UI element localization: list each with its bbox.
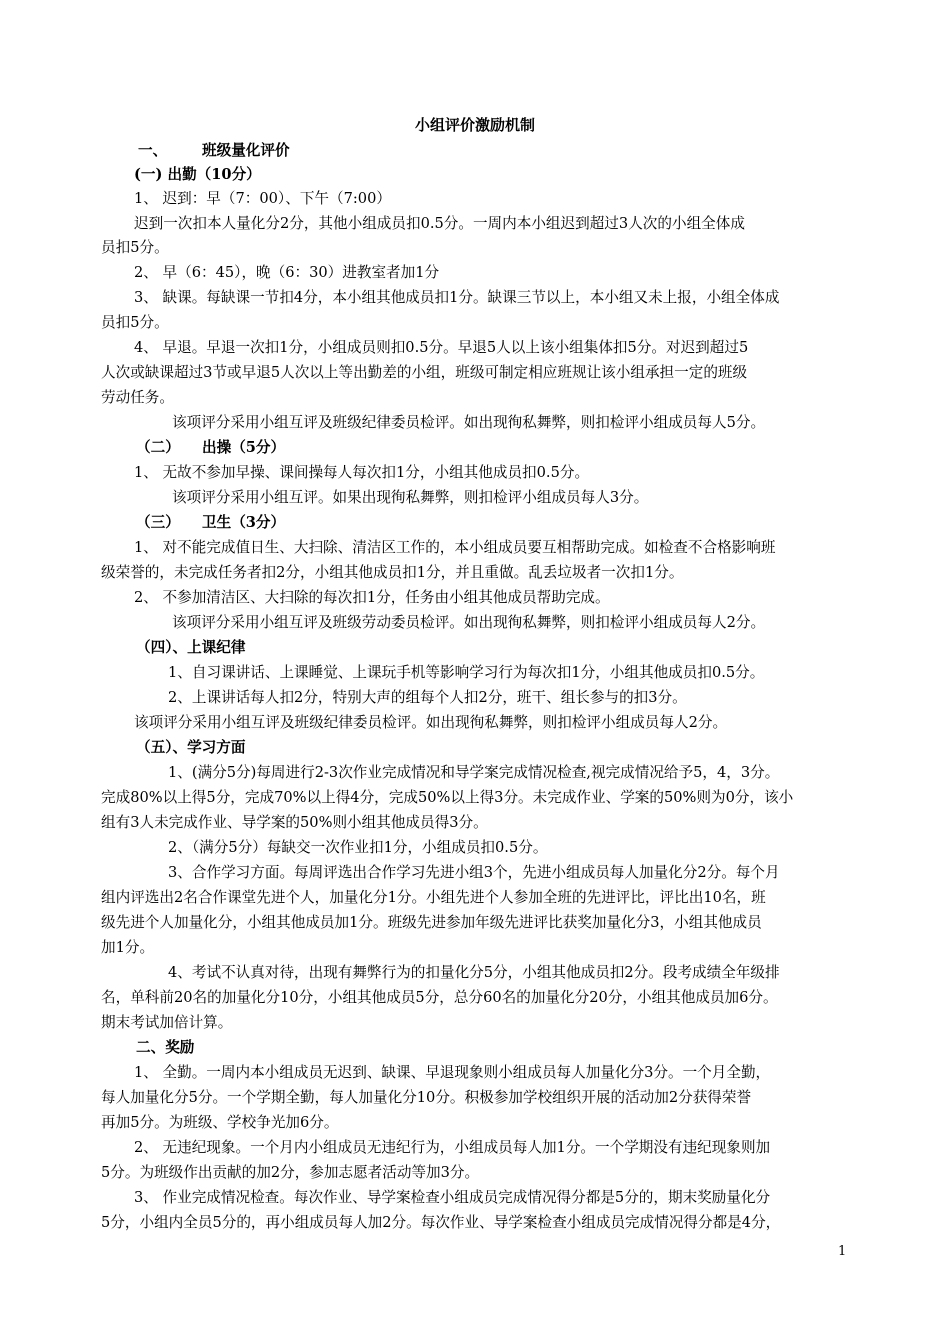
text: 4、考试不认真对待，出现有舞弊行为的扣量化分5分，小组其他成员扣2分。段考成绩全年级排 [168, 964, 780, 981]
page-number: 1 [838, 1244, 847, 1259]
text: 名，单科前20名的加量化分10分，小组其他成员5分，总分60名的加量化分20分，小组其他成员加6分。 [101, 989, 778, 1006]
text: 3、 作业完成情况检查。每次作业、导学案检查小组成员完成情况得分都是5分的，期末奖励量化分 [134, 1189, 771, 1206]
text: 迟到一次扣本人量化分2分，其他小组成员扣0.5分。一周内本小组迟到超过3人次的小组全体成 [134, 215, 745, 232]
text: 期末考试加倍计算。 [101, 1014, 233, 1031]
text: 级荣誉的，未完成任务者扣2分，小组其他成员扣1分，并且重做。乱丢垃圾者一次扣1分。 [101, 564, 684, 581]
subsection-number: （二） [136, 439, 180, 456]
text: 3、合作学习方面。每周评选出合作学习先进小组3个，先进小组成员每人加量化分2分。每个月 [168, 864, 780, 881]
text: 加1分。 [101, 939, 155, 956]
section-title: 二、奖励 [136, 1039, 195, 1056]
subsection-title: （四）、上课纪律 [136, 639, 246, 656]
text: 2、 无违纪现象。一个月内小组成员无违纪行为，小组成员每人加1分。一个学期没有违纪现象则加 [134, 1139, 771, 1156]
section-label: 班级量化评价 [202, 142, 290, 159]
subsection-title: 出操（5分） [202, 439, 286, 456]
text: 该项评分采用小组互评。如果出现徇私舞弊，则扣检评小组成员每人3分。 [172, 489, 649, 506]
subsection-title: （五）、学习方面 [136, 739, 246, 756]
text: 完成80%以上得5分，完成70%以上得4分，完成50%以上得3分。未完成作业、学案的50%则为0分，该小 [101, 789, 794, 806]
subsection-title: 卫生（3分） [202, 514, 286, 531]
text: 2、（满分5分）每缺交一次作业扣1分，小组成员扣0.5分。 [168, 839, 548, 856]
text: 员扣5分。 [101, 314, 169, 331]
text: 3、 缺课。每缺课一节扣4分，本小组其他成员扣1分。缺课三节以上，本小组又未上报，小组全体成 [134, 289, 780, 306]
text: 2、上课讲话每人扣2分，特别大声的组每个人扣2分，班干、组长参与的扣3分。 [168, 689, 687, 706]
text: 2、 不参加清洁区、大扫除的每次扣1分，任务由小组其他成员帮助完成。 [134, 589, 610, 606]
text: 5分，小组内全员5分的，再小组成员每人加2分。每次作业、导学案检查小组成员完成情况得分都是4分， [101, 1214, 781, 1231]
subsection-title: (一) 出勤（10分） [134, 166, 261, 183]
text: 再加5分。为班级、学校争光加6分。 [101, 1114, 339, 1131]
text: 级先进个人加量化分，小组其他成员加1分。班级先进参加年级先进评比获奖加量化分3，小组其他成员 [101, 914, 762, 931]
text: 人次或缺课超过3节或早退5人次以上等出勤差的小组，班级可制定相应班规让该小组承担一定的班级 [101, 364, 748, 381]
text: 2、 早（6：45），晚（6：30）进教室者加1分 [134, 264, 440, 281]
text: 该项评分采用小组互评及班级劳动委员检评。如出现徇私舞弊，则扣检评小组成员每人2分。 [172, 614, 766, 631]
text: 组内评选出2名合作课堂先进个人，加量化分1分。小组先进个人参加全班的先进评比，评比出10名，班 [101, 889, 766, 906]
text: 该项评分采用小组互评及班级纪律委员检评。如出现徇私舞弊，则扣检评小组成员每人2分。 [134, 714, 728, 731]
text: 1、(满分5分)每周进行2-3次作业完成情况和导学案完成情况检查,视完成情况给予5，4，3分。 [168, 764, 780, 781]
text: 每人加量化分5分。一个学期全勤，每人加量化分10分。积极参加学校组织开展的活动加2分获得荣誉 [101, 1089, 752, 1106]
text: 4、 早退。早退一次扣1分，小组成员则扣0.5分。早退5人以上该小组集体扣5分。对迟到超过5 [134, 339, 749, 356]
document-title: 小组评价激励机制 [414, 116, 535, 134]
text: 1、 迟到：早（7：00）、下午（7:00） [134, 190, 391, 207]
text: 5分。为班级作出贡献的加2分，参加志愿者活动等加3分。 [101, 1164, 480, 1181]
text: 1、 对不能完成值日生、大扫除、清洁区工作的，本小组成员要互相帮助完成。如检查不合格影响班 [134, 539, 776, 556]
text: 员扣5分。 [101, 239, 169, 256]
text: 该项评分采用小组互评及班级纪律委员检评。如出现徇私舞弊，则扣检评小组成员每人5分。 [172, 414, 766, 431]
section-number: 一、 [138, 142, 168, 159]
text: 劳动任务。 [101, 389, 174, 406]
text: 组有3人未完成作业、导学案的50%则小组其他成员得3分。 [101, 814, 488, 831]
subsection-number: （三） [136, 514, 180, 531]
text: 1、自习课讲话、上课睡觉、上课玩手机等影响学习行为每次扣1分，小组其他成员扣0.5分。 [168, 664, 765, 681]
text: 1、 无故不参加早操、课间操每人每次扣1分，小组其他成员扣0.5分。 [134, 464, 590, 481]
text: 1、 全勤。一周内本小组成员无迟到、缺课、早退现象则小组成员每人加量化分3分。一个月全勤， [134, 1064, 771, 1081]
